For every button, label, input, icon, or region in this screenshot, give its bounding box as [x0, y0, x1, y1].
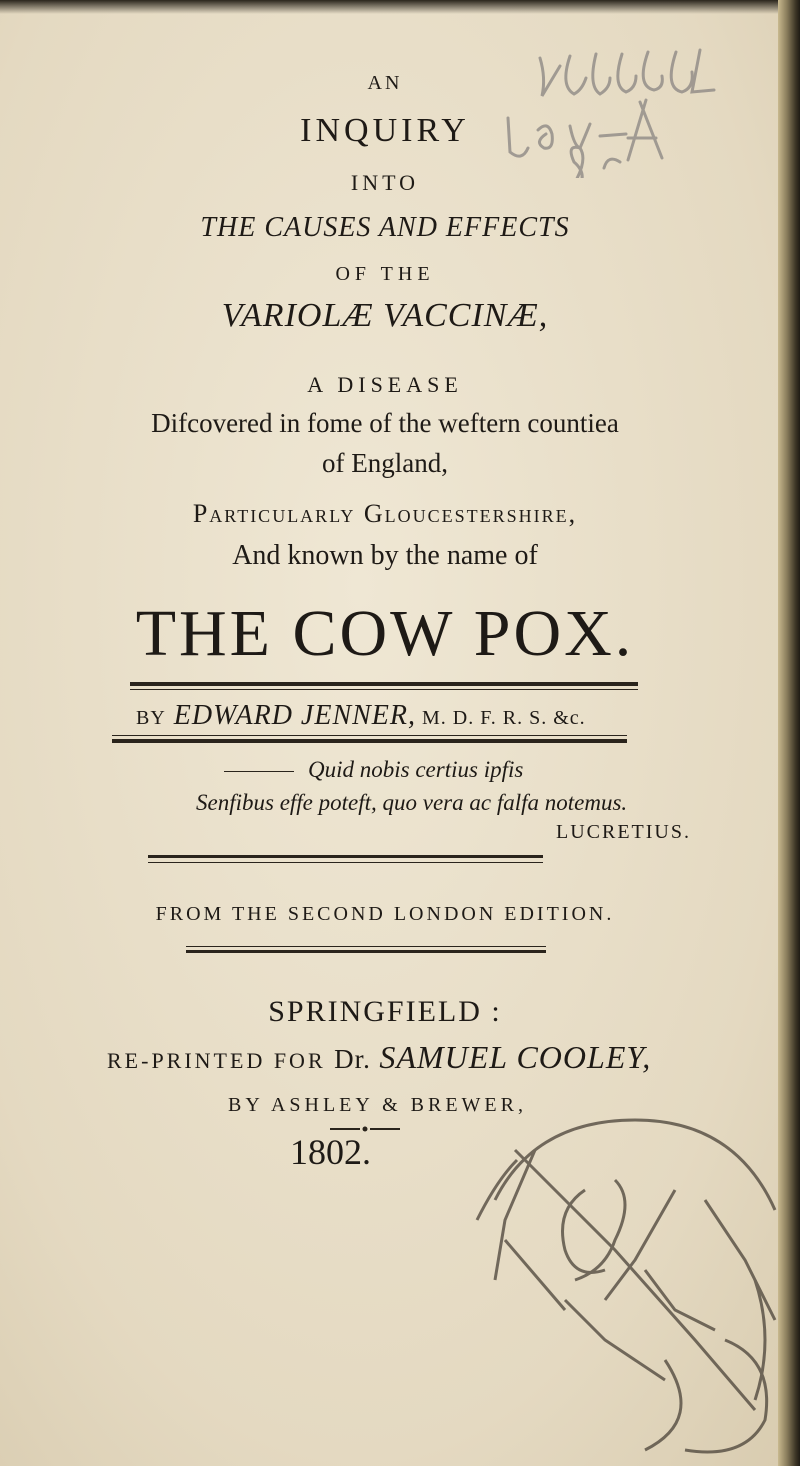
title-line-of-england: of England,: [322, 448, 448, 478]
title-line-known-by: And known by the name of: [232, 540, 538, 571]
imprint-printers: BY ASHLEY & BREWER,: [228, 1094, 527, 1116]
author-credentials: M. D. F. R. S. &c.: [422, 707, 586, 729]
title-line-discovered: Difcovered in fome of the weftern countiea: [151, 408, 619, 438]
title-line-gloucestershire: Particularly Gloucestershire,: [192, 499, 578, 528]
epigraph-line-1: [224, 757, 523, 783]
rule-divider: [186, 946, 546, 947]
rule-divider: [148, 855, 543, 858]
epigraph-text-1: Quid nobis certius ipfis: [308, 757, 524, 782]
imprint-dr: Dr.: [334, 1044, 371, 1074]
title-line-causes-effects: THE CAUSES AND EFFECTS: [200, 212, 570, 243]
rule-divider: [112, 739, 627, 743]
imprint-reprinted: RE-PRINTED FOR: [107, 1048, 326, 1073]
rule-divider: [112, 735, 627, 736]
rule-divider: [148, 862, 543, 863]
imprint-reprinted-line: [107, 1039, 651, 1076]
epigraph-dash: [224, 771, 294, 772]
page-top-shadow: [0, 0, 800, 14]
author-line: [136, 700, 586, 732]
title-line-of-the: OF THE: [335, 263, 435, 285]
rule-divider: [130, 682, 638, 686]
edition-note: FROM THE SECOND LONDON EDITION.: [155, 903, 615, 925]
title-line-variolae-vaccinae: VARIOLÆ VACCINÆ,: [221, 297, 549, 334]
epigraph-attribution: LUCRETIUS.: [556, 821, 691, 843]
handwritten-shelfmark: [500, 38, 800, 178]
title-line-inquiry: INQUIRY: [300, 112, 470, 149]
imprint-year: 1802.: [290, 1132, 371, 1172]
title-line-into: INTO: [350, 170, 420, 195]
rule-divider: [186, 950, 546, 953]
title-line-an: AN: [367, 72, 403, 94]
epigraph-line-2: Senfibus effe poteft, quo vera ac falfa notemus.: [196, 790, 628, 815]
imprint-place: SPRINGFIELD :: [268, 995, 502, 1028]
author-name: EDWARD JENNER,: [173, 700, 417, 731]
imprint-person: SAMUEL COOLEY,: [379, 1039, 652, 1075]
library-stamp-icon: [465, 1110, 785, 1466]
title-line-cow-pox: THE COW POX.: [135, 597, 635, 670]
author-by: BY: [136, 707, 166, 729]
title-line-a-disease: A DISEASE: [307, 372, 463, 397]
rule-divider: [130, 689, 638, 690]
